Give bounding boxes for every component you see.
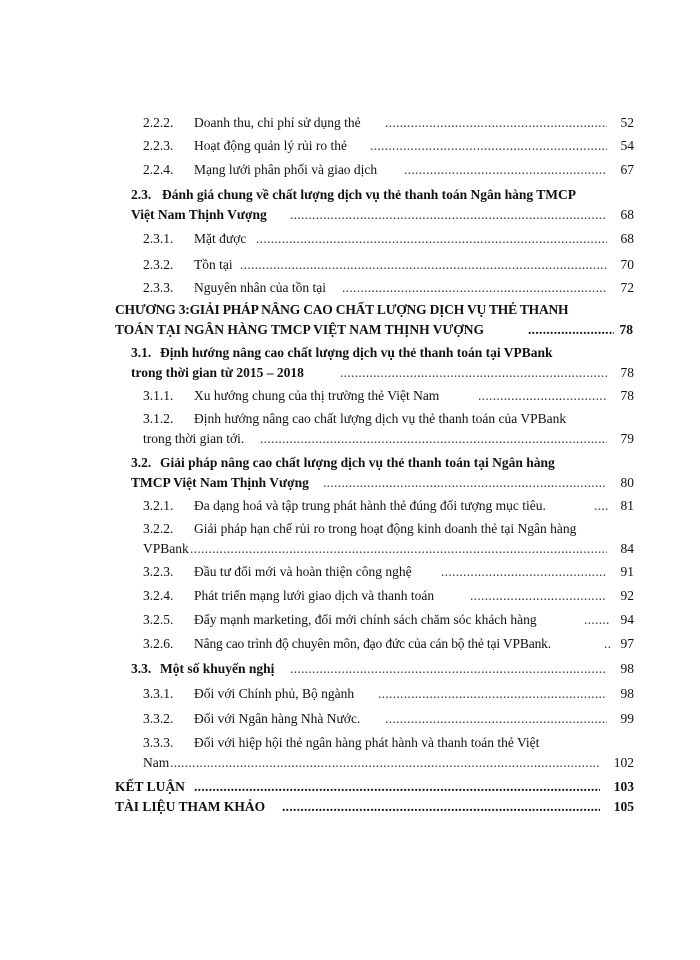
toc-page: 80 xyxy=(620,475,634,490)
toc-page: 105 xyxy=(613,799,634,814)
toc-page: 84 xyxy=(620,541,634,556)
toc-leader xyxy=(256,230,607,247)
toc-entry-3-1[interactable] xyxy=(0,344,700,384)
toc-entry-3-2-2[interactable] xyxy=(0,520,700,560)
toc-title: Hoạt động quản lý rủi ro thẻ xyxy=(194,138,347,153)
toc-entry-3-1-2[interactable] xyxy=(0,410,700,450)
toc-page: 78 xyxy=(619,322,633,337)
toc-title: Đẩy mạnh marketing, đổi mới chính sách chăm sóc khách hàng xyxy=(194,612,537,627)
toc-number: 3.3.2. xyxy=(143,711,174,726)
toc-page: 102 xyxy=(613,755,634,770)
toc-leader xyxy=(470,587,607,604)
toc-entry-3-2[interactable] xyxy=(0,454,700,494)
toc-leader xyxy=(478,387,607,404)
toc-number: 2.3.2. xyxy=(143,257,174,272)
toc-leader xyxy=(190,540,607,557)
toc-title: Một số khuyến nghị xyxy=(160,661,275,676)
toc-title: Đa dạng hoá và tập trung phát hành thẻ đúng đối tượng mục tiêu. xyxy=(194,498,546,513)
toc-number: 2.3.3. xyxy=(143,280,174,295)
toc-number: 3.2.3. xyxy=(143,564,174,579)
toc-page: 91 xyxy=(620,564,634,579)
toc-number: 3.2.2. xyxy=(143,521,174,536)
toc-title: Đối với Chính phủ, Bộ ngành xyxy=(194,686,355,701)
toc-title-continued: trong thời gian từ 2015 – 2018 xyxy=(131,365,304,380)
toc-page: 67 xyxy=(620,162,634,177)
toc-number: 3.2.5. xyxy=(143,612,174,627)
toc-page: 79 xyxy=(620,431,634,446)
toc-page: 52 xyxy=(620,115,634,130)
toc-page: 98 xyxy=(620,686,634,701)
toc-title-continued: TMCP Việt Nam Thịnh Vượng xyxy=(131,475,309,490)
toc-number: 3.2.4. xyxy=(143,588,174,603)
toc-leader xyxy=(340,364,607,381)
toc-leader xyxy=(528,321,614,338)
toc-title: KẾT LUẬN xyxy=(115,779,185,794)
toc-page: 94 xyxy=(620,612,634,627)
toc-page: 97 xyxy=(620,636,634,651)
toc-number: 3.3. xyxy=(131,661,152,676)
toc-leader xyxy=(282,798,600,815)
toc-leader xyxy=(194,778,600,795)
toc-title: Giải pháp nâng cao chất lượng dịch vụ thẻ thanh toán tại Ngân hàng xyxy=(160,455,555,470)
toc-entry-3-3-3[interactable] xyxy=(0,734,700,774)
toc-title: Mặt được xyxy=(194,231,247,246)
toc-title-continued: trong thời gian tới. xyxy=(143,431,245,446)
toc-leader xyxy=(370,137,607,154)
toc-leader xyxy=(290,660,607,677)
toc-title: CHƯƠNG 3:GIẢI PHÁP NÂNG CAO CHẤT LƯỢNG DỊCH VỤ THẺ THANH xyxy=(115,302,569,317)
toc-title: Tồn tại xyxy=(194,257,233,272)
toc-number: 2.2.4. xyxy=(143,162,174,177)
toc-entry-2-3[interactable] xyxy=(0,186,700,226)
toc-page: 103 xyxy=(613,779,634,794)
toc-page: 78 xyxy=(620,365,634,380)
toc-number: 3.2.6. xyxy=(143,636,174,651)
toc-title-continued: TOÁN TẠI NGÂN HÀNG TMCP VIỆT NAM THỊNH VƯỢNG xyxy=(115,322,485,337)
toc-leader xyxy=(170,754,600,771)
toc-title: Định hướng nâng cao chất lượng dịch vụ thẻ thanh toán của VPBank xyxy=(194,411,567,426)
toc-number: 2.2.2. xyxy=(143,115,174,130)
toc-title-continued: VPBank xyxy=(143,541,189,556)
toc-title: Doanh thu, chi phí sử dụng thẻ xyxy=(194,115,361,130)
toc-page: 92 xyxy=(620,588,634,603)
toc-title: Đánh giá chung về chất lượng dịch vụ thẻ thanh toán Ngân hàng TMCP xyxy=(162,187,577,202)
toc-title: Đối với Ngân hàng Nhà Nước. xyxy=(194,711,361,726)
toc-number: 2.2.3. xyxy=(143,138,174,153)
toc-leader xyxy=(260,430,607,447)
toc-title: Đầu tư đổi mới và hoàn thiện công nghệ xyxy=(194,564,412,579)
toc-number: 3.1. xyxy=(131,345,152,360)
toc-title: TÀI LIỆU THAM KHẢO xyxy=(115,799,266,814)
toc-number: 3.2. xyxy=(131,455,152,470)
toc-page: 99 xyxy=(620,711,634,726)
toc-entry-chapter-3[interactable] xyxy=(0,301,700,341)
toc-page: 72 xyxy=(620,280,634,295)
toc-title: Nguyên nhân của tồn tại xyxy=(194,280,326,295)
toc-title: Giải pháp hạn chế rủi ro trong hoạt động kinh doanh thẻ tại Ngân hàng xyxy=(194,521,577,536)
toc-number: 3.3.1. xyxy=(143,686,174,701)
toc-leader xyxy=(342,279,607,296)
toc-number: 2.3. xyxy=(131,187,152,202)
toc-page: 70 xyxy=(620,257,634,272)
toc-leader xyxy=(290,206,607,223)
toc-leader xyxy=(240,256,607,273)
toc-number: 3.1.2. xyxy=(143,411,174,426)
toc-page: 68 xyxy=(620,231,634,246)
toc-title-continued: Việt Nam Thịnh Vượng xyxy=(131,207,267,222)
toc-number: 2.3.1. xyxy=(143,231,174,246)
toc-number: 3.3.3. xyxy=(143,735,174,750)
toc-leader xyxy=(385,114,607,131)
toc-page: 78 xyxy=(620,388,634,403)
toc-title: Đối với hiệp hội thẻ ngân hàng phát hành và thanh toán thẻ Việt xyxy=(194,735,540,750)
toc-number: 3.2.1. xyxy=(143,498,174,513)
toc-leader xyxy=(404,161,607,178)
toc-page: 81 xyxy=(620,498,634,513)
toc-page: 98 xyxy=(620,661,634,676)
toc-title: Định hướng nâng cao chất lượng dịch vụ thẻ thanh toán tại VPBank xyxy=(160,345,553,360)
toc-title-continued: Nam xyxy=(143,755,170,770)
toc-page: 68 xyxy=(620,207,634,222)
toc-title: Phát triển mạng lưới giao dịch và thanh toán xyxy=(194,588,435,603)
toc-leader xyxy=(441,563,607,580)
toc-leader xyxy=(385,710,607,727)
toc-leader xyxy=(323,474,607,491)
toc-title: Mạng lưới phân phối và giao dịch xyxy=(194,162,378,177)
toc-title: Nâng cao trình độ chuyên môn, đạo đức của cán bộ thẻ tại VPBank. xyxy=(194,636,551,651)
toc-leader xyxy=(378,685,607,702)
toc-title: Xu hướng chung của thị trường thẻ Việt Nam xyxy=(194,388,440,403)
toc-number: 3.1.1. xyxy=(143,388,174,403)
toc-page: 54 xyxy=(620,138,634,153)
